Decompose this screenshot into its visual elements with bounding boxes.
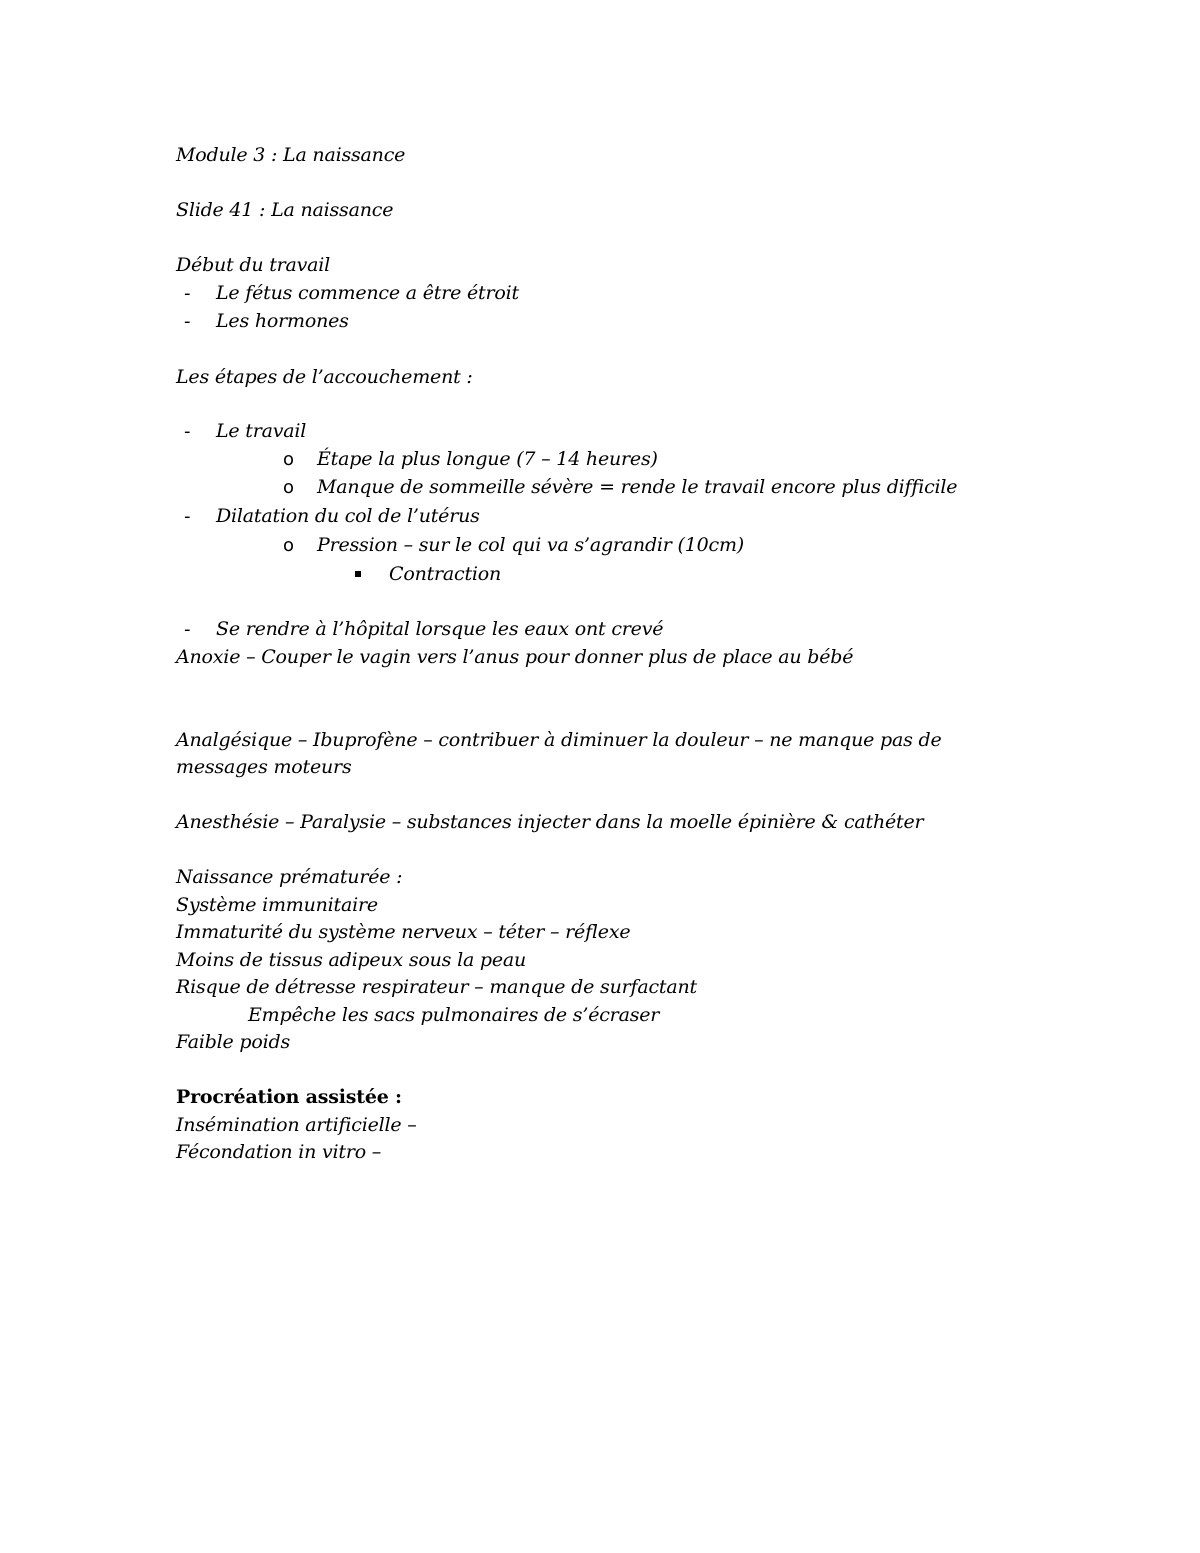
prematuree-line: Immaturité du système nerveux – téter – réflexe — [176, 921, 631, 943]
dash-bullet: - — [184, 506, 191, 527]
etapes-heading: Les étapes de l’accouchement : — [176, 366, 473, 388]
square-bullet-icon — [355, 571, 361, 577]
debut-heading: Début du travail — [176, 254, 331, 276]
procreation-line: Fécondation in vitro – — [176, 1141, 382, 1163]
prematuree-line: Moins de tissus adipeux sous la peau — [176, 949, 527, 971]
list-item: Le fétus commence a être étroit — [216, 282, 519, 304]
procreation-heading: Procréation assistée : — [176, 1086, 402, 1108]
prematuree-line: Risque de détresse respirateur – manque de surfactant — [176, 976, 697, 998]
list-subitem: Manque de sommeille sévère = rende le travail encore plus difficile — [317, 476, 958, 498]
list-item: Le travail — [216, 420, 307, 442]
dash-bullet: - — [184, 421, 191, 442]
list-subitem: Pression – sur le col qui va s’agrandir (10cm) — [317, 534, 744, 556]
analgesique-paragraph: Analgésique – Ibuprofène – contribuer à diminuer la douleur – ne manque pas de messages moteurs — [176, 729, 942, 778]
list-subsubitem: Contraction — [389, 563, 502, 585]
prematuree-line: Système immunitaire — [176, 894, 378, 916]
anoxie-line: Anoxie – Couper le vagin vers l’anus pour donner plus de place au bébé — [176, 646, 854, 668]
anesthesie-line: Anesthésie – Paralysie – substances injecter dans la moelle épinière & cathéter — [176, 811, 924, 833]
prematuree-heading: Naissance prématurée : — [176, 866, 403, 888]
circle-bullet: o — [283, 535, 295, 556]
procreation-line: Insémination artificielle – — [176, 1114, 417, 1136]
slide-title: Slide 41 : La naissance — [176, 199, 394, 221]
prematuree-indented-line: Empêche les sacs pulmonaires de s’écraser — [248, 1004, 660, 1026]
list-subitem: Étape la plus longue (7 – 14 heures) — [317, 448, 658, 470]
module-title: Module 3 : La naissance — [176, 144, 406, 166]
list-item: Dilatation du col de l’utérus — [216, 505, 480, 527]
list-item: Se rendre à l’hôpital lorsque les eaux ont crevé — [216, 618, 664, 640]
circle-bullet: o — [283, 477, 295, 498]
prematuree-line: Faible poids — [176, 1031, 291, 1053]
circle-bullet: o — [283, 449, 295, 470]
dash-bullet: - — [184, 311, 191, 332]
dash-bullet: - — [184, 619, 191, 640]
dash-bullet: - — [184, 283, 191, 304]
list-item: Les hormones — [216, 310, 349, 332]
